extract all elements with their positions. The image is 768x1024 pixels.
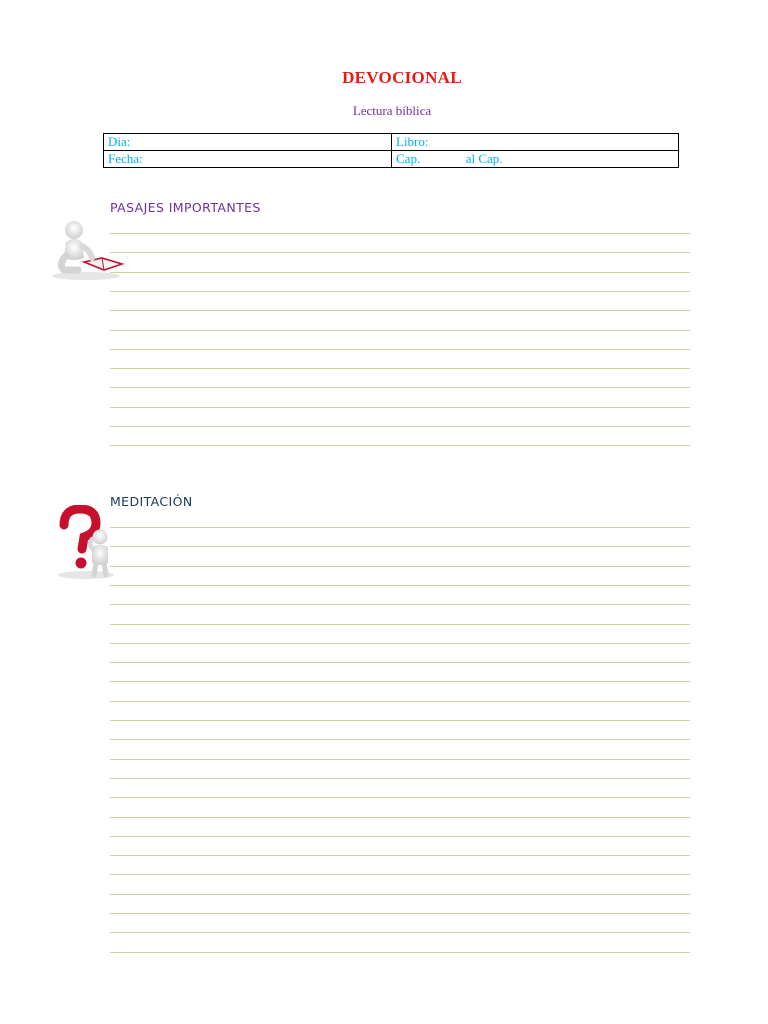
ruled-line	[110, 624, 690, 625]
question-mark-person-icon	[56, 505, 118, 581]
ruled-line	[110, 681, 690, 682]
ruled-line	[110, 291, 690, 292]
info-table	[103, 133, 679, 168]
ruled-line	[110, 272, 690, 273]
writing-lines-meditation[interactable]	[110, 527, 690, 957]
ruled-line	[110, 330, 690, 331]
ruled-line	[110, 566, 690, 567]
ruled-line	[110, 759, 690, 760]
ruled-line	[110, 604, 690, 605]
ruled-line	[110, 932, 690, 933]
ruled-line	[110, 874, 690, 875]
ruled-line	[110, 817, 690, 818]
table-row	[104, 151, 679, 168]
day-field[interactable]: Dia:	[104, 134, 392, 151]
book-field[interactable]: Libro:	[392, 134, 679, 151]
date-field[interactable]: Fecha:	[104, 151, 392, 168]
section-heading-meditation: MEDITACIÓN	[110, 494, 193, 509]
ruled-line	[110, 252, 690, 253]
ruled-line	[110, 952, 690, 953]
ruled-line	[110, 836, 690, 837]
chapter-field[interactable]: Cap. al Cap.	[392, 151, 679, 168]
ruled-line	[110, 913, 690, 914]
ruled-line	[110, 546, 690, 547]
ruled-line	[110, 310, 690, 311]
document-title: DEVOCIONAL	[342, 68, 462, 87]
ruled-line	[110, 894, 690, 895]
document-subtitle: Lectura bíblica	[352, 103, 432, 118]
section-heading-important-passages: PASAJES IMPORTANTES	[110, 200, 261, 215]
ruled-line	[110, 701, 690, 702]
ruled-line	[110, 233, 690, 234]
ruled-line	[110, 445, 690, 446]
ruled-line	[110, 643, 690, 644]
ruled-line	[110, 778, 690, 779]
ruled-line	[110, 527, 690, 528]
ruled-line	[110, 739, 690, 740]
writing-lines-passages[interactable]	[110, 233, 690, 448]
table-row	[104, 134, 679, 151]
ruled-line	[110, 368, 690, 369]
ruled-line	[110, 720, 690, 721]
ruled-line	[110, 585, 690, 586]
ruled-line	[110, 855, 690, 856]
ruled-line	[110, 662, 690, 663]
ruled-line	[110, 407, 690, 408]
ruled-line	[110, 797, 690, 798]
ruled-line	[110, 426, 690, 427]
ruled-line	[110, 349, 690, 350]
ruled-line	[110, 387, 690, 388]
